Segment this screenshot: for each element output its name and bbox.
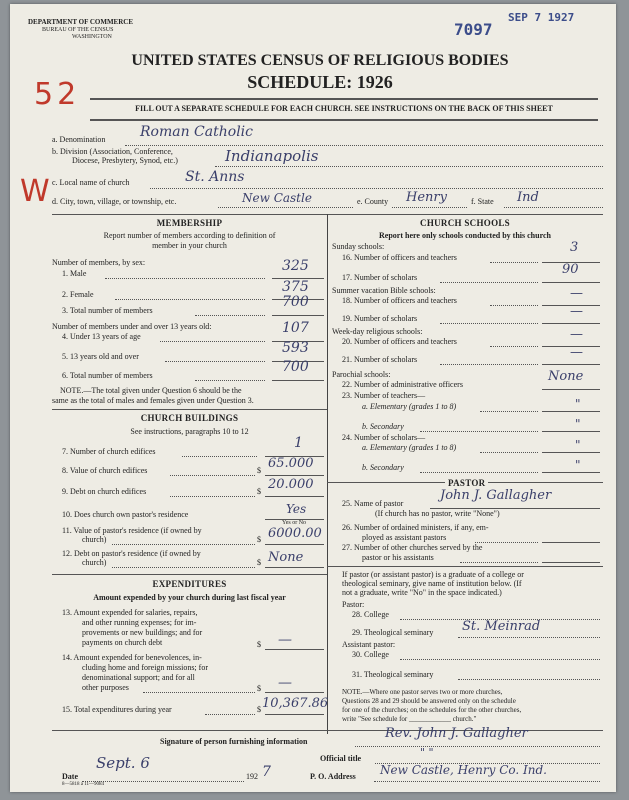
- q11-dollar: $: [257, 535, 261, 544]
- red-schedule-number: 52: [34, 77, 81, 112]
- q25-label: 25. Name of pastor: [342, 499, 404, 508]
- q14-line3: denominational support; and for all: [82, 673, 195, 682]
- expenditures-intro: Amount expended by your church during last fiscal year: [93, 593, 286, 602]
- census-schedule-sheet: [10, 4, 616, 792]
- q20-value: —: [570, 327, 583, 342]
- q1-male-value: 325: [282, 258, 309, 274]
- city-value: New Castle: [242, 191, 312, 205]
- graduate-note-1: If pastor (or assistant pastor) is a graduate of a college or: [342, 570, 524, 579]
- q23a-value: ": [575, 397, 581, 411]
- denomination-value: Roman Catholic: [140, 124, 253, 140]
- q17-value: 90: [562, 262, 579, 277]
- q29-value: St. Meinrad: [462, 619, 541, 634]
- q26-line1: 26. Number of ordained ministers, if any, em-: [342, 523, 489, 532]
- membership-intro-1: Report number of members according to definition of: [103, 231, 276, 240]
- pastor-note-4: write "See schedule for ____________ church.": [342, 715, 477, 723]
- q6-total-value: 700: [282, 359, 309, 375]
- q19-label: 19. Number of scholars: [342, 314, 418, 323]
- local-name-value: St. Anns: [185, 169, 245, 185]
- division-label-line2: Diocese, Presbytery, Synod, etc.): [72, 156, 178, 165]
- schools-section-title: CHURCH SCHOOLS: [420, 218, 510, 228]
- county-label: e. County: [357, 197, 389, 206]
- department-name: DEPARTMENT OF COMMERCE: [28, 18, 134, 26]
- q11-label-line2: church): [82, 535, 107, 544]
- state-value: Ind: [517, 190, 539, 205]
- membership-section-title: MEMBERSHIP: [156, 218, 223, 228]
- membership-note-2: same as the total of males and females given under Question 3.: [52, 396, 254, 405]
- q4-under13-value: 107: [282, 320, 309, 336]
- schools-intro: Report here only schools conducted by this church: [379, 231, 551, 240]
- signature-value: Rev. John J. Gallagher: [385, 726, 528, 741]
- q10-residence-value: Yes: [286, 502, 307, 516]
- q14-line4: other purposes: [82, 683, 129, 692]
- q13-dollar: $: [257, 640, 261, 649]
- q9-dollar: $: [257, 487, 261, 496]
- state-label: f. State: [471, 197, 494, 206]
- q8-value-label: 8. Value of church edifices: [62, 466, 148, 475]
- q26-line2: ployed as assistant pastors: [362, 533, 447, 542]
- q4-under13-label: 4. Under 13 years of age: [62, 332, 141, 341]
- year-handwritten: 7: [262, 764, 271, 780]
- sunday-schools-label: Sunday schools:: [332, 242, 385, 251]
- q16-value: 3: [570, 240, 579, 255]
- q11-value: 6000.00: [268, 526, 322, 541]
- signature-label: Signature of person furnishing information: [160, 737, 308, 746]
- q24b-value: ": [575, 458, 581, 472]
- q11-label-line1: 11. Value of pastor's residence (if owned by: [62, 526, 202, 535]
- buildings-intro: See instructions, paragraphs 10 to 12: [130, 427, 249, 436]
- division-value: Indianapolis: [225, 147, 319, 165]
- q9-debt-value: 20.000: [268, 477, 314, 492]
- q3-total-value: 700: [282, 294, 309, 310]
- q13-value: —: [278, 632, 292, 648]
- pastor-note-1: NOTE.—Where one pastor serves two or more churches,: [342, 688, 503, 696]
- division-label-line1: b. Division (Association, Conference,: [52, 147, 173, 156]
- q3-total-label: 3. Total number of members: [62, 306, 153, 315]
- form-number: 8—5818 a 11—9084: [62, 782, 105, 787]
- q23b-value: ": [575, 417, 581, 431]
- pastor-note-2: Questions 28 and 29 should be answered only on the schedule: [342, 697, 516, 705]
- buildings-section-title: CHURCH BUILDINGS: [140, 413, 239, 423]
- q7-edifices-value: 1: [294, 435, 303, 451]
- q12-label-line2: church): [82, 558, 107, 567]
- q12-dollar: $: [257, 558, 261, 567]
- po-address-label: P. O. Address: [310, 772, 356, 781]
- q23-label: 23. Number of teachers—: [342, 391, 426, 400]
- denomination-label: a. Denomination: [52, 135, 106, 144]
- q10-yes-no-hint: Yes or No: [282, 520, 307, 526]
- q21-label: 21. Number of scholars: [342, 355, 418, 364]
- pastor-note-3: for one of the churches; on the schedules for the other churches,: [342, 706, 522, 714]
- q13-line4: payments on church debt: [82, 638, 163, 647]
- q28-label: 28. College: [352, 610, 389, 619]
- q1-male-label: 1. Male: [62, 269, 87, 278]
- q16-label: 16. Number of officers and teachers: [342, 253, 457, 262]
- q27-line2: pastor or his assistants: [362, 553, 434, 562]
- q23b-label: b. Secondary: [362, 422, 404, 431]
- parochial-schools-label: Parochial schools:: [332, 370, 391, 379]
- q15-total-label: 15. Total expenditures during year: [62, 705, 172, 714]
- pastor-subheading: Pastor:: [342, 600, 365, 609]
- date-value: Sept. 6: [96, 754, 150, 772]
- red-mark: W: [20, 174, 50, 209]
- q22-value: None: [548, 369, 584, 384]
- membership-note-1: NOTE.—The total given under Question 6 should be the: [60, 386, 242, 395]
- q18-label: 18. Number of officers and teachers: [342, 296, 457, 305]
- po-address-value: New Castle, Henry Co. Ind.: [380, 763, 547, 777]
- q19-value: —: [570, 304, 583, 319]
- q22-label: 22. Number of administrative officers: [342, 380, 463, 389]
- q30-label: 30. College: [352, 650, 389, 659]
- q20-label: 20. Number of officers and teachers: [342, 337, 457, 346]
- q12-label-line1: 12. Debt on pastor's residence (if owned by: [62, 549, 201, 558]
- q18-value: —: [570, 286, 583, 301]
- q6-total-label: 6. Total number of members: [62, 371, 153, 380]
- form-title: UNITED STATES CENSUS OF RELIGIOUS BODIES: [131, 52, 509, 69]
- q15-dollar: $: [257, 705, 261, 714]
- members-by-sex-label: Number of members, by sex:: [52, 258, 146, 267]
- q27-line1: 27. Number of other churches served by the: [342, 543, 483, 552]
- q8-dollar: $: [257, 466, 261, 475]
- q31-label: 31. Theological seminary: [352, 670, 434, 679]
- q14-line2: cluding home and foreign missions; for: [82, 663, 208, 672]
- graduate-note-2: theological seminary, give name of institution below. (If: [342, 579, 522, 588]
- q14-dollar: $: [257, 684, 261, 693]
- q15-total-value: 10,367.86: [262, 696, 329, 711]
- expenditures-section-title: EXPENDITURES: [152, 579, 227, 589]
- pastor-section-title: PASTOR: [445, 478, 488, 488]
- q13-line1: 13. Amount expended for salaries, repairs,: [62, 608, 198, 617]
- city-name: WASHINGTON: [72, 34, 112, 40]
- q13-line3: provements or new buildings; and for: [82, 628, 203, 637]
- q29-label: 29. Theological seminary: [352, 628, 434, 637]
- membership-intro-2: member in your church: [152, 241, 227, 250]
- official-title-label: Official title: [320, 754, 362, 763]
- assistant-pastor-subheading: Assistant pastor:: [342, 640, 396, 649]
- weekday-schools-label: Week-day religious schools:: [332, 327, 423, 336]
- city-label: d. City, town, village, or township, etc.: [52, 197, 177, 206]
- q25-value: John J. Gallagher: [440, 488, 552, 503]
- q14-line1: 14. Amount expended for benevolences, in-: [62, 653, 202, 662]
- q7-edifices-label: 7. Number of church edifices: [62, 447, 156, 456]
- official-title-value: " ": [420, 746, 434, 759]
- q25-hint: (If church has no pastor, write "None"): [375, 509, 500, 518]
- q24a-value: ": [575, 438, 581, 452]
- q5-over13-value: 593: [282, 340, 309, 356]
- q14-value: —: [278, 675, 292, 691]
- local-name-label: c. Local name of church: [52, 178, 130, 187]
- bureau-name: BUREAU OF THE CENSUS: [42, 27, 114, 33]
- q2-female-value: 375: [282, 279, 309, 295]
- q23a-label: a. Elementary (grades 1 to 8): [362, 402, 457, 411]
- schedule-title: SCHEDULE: 1926: [247, 72, 393, 92]
- q24a-label: a. Elementary (grades 1 to 8): [362, 443, 457, 452]
- q21-value: —: [570, 345, 583, 360]
- summer-schools-label: Summer vacation Bible schools:: [332, 286, 436, 295]
- q24-label: 24. Number of scholars—: [342, 433, 426, 442]
- year-printed: 192: [246, 772, 258, 781]
- members-by-age-label: Number of members under and over 13 years old:: [52, 322, 212, 331]
- county-value: Henry: [406, 190, 447, 205]
- q10-residence-label: 10. Does church own pastor's residence: [62, 510, 189, 519]
- date-label: Date: [62, 772, 78, 781]
- q5-over13-label: 5. 13 years old and over: [62, 352, 139, 361]
- q2-female-label: 2. Female: [62, 290, 94, 299]
- q24b-label: b. Secondary: [362, 463, 404, 472]
- instruction-line: FILL OUT A SEPARATE SCHEDULE FOR EACH CHURCH. SEE INSTRUCTIONS ON THE BACK OF THIS SHEET: [135, 104, 553, 113]
- q13-line2: and other running expenses; for im-: [82, 618, 197, 627]
- q9-debt-label: 9. Debt on church edifices: [62, 487, 147, 496]
- q12-value: None: [268, 550, 304, 565]
- q17-label: 17. Number of scholars: [342, 273, 418, 282]
- stamp-date: SEP 7 1927: [508, 11, 575, 24]
- graduate-note-3: not a graduate, write "No" in the space indicated.): [342, 588, 502, 597]
- stamp-number: 7097: [454, 20, 493, 39]
- q8-value: 65.000: [268, 456, 314, 471]
